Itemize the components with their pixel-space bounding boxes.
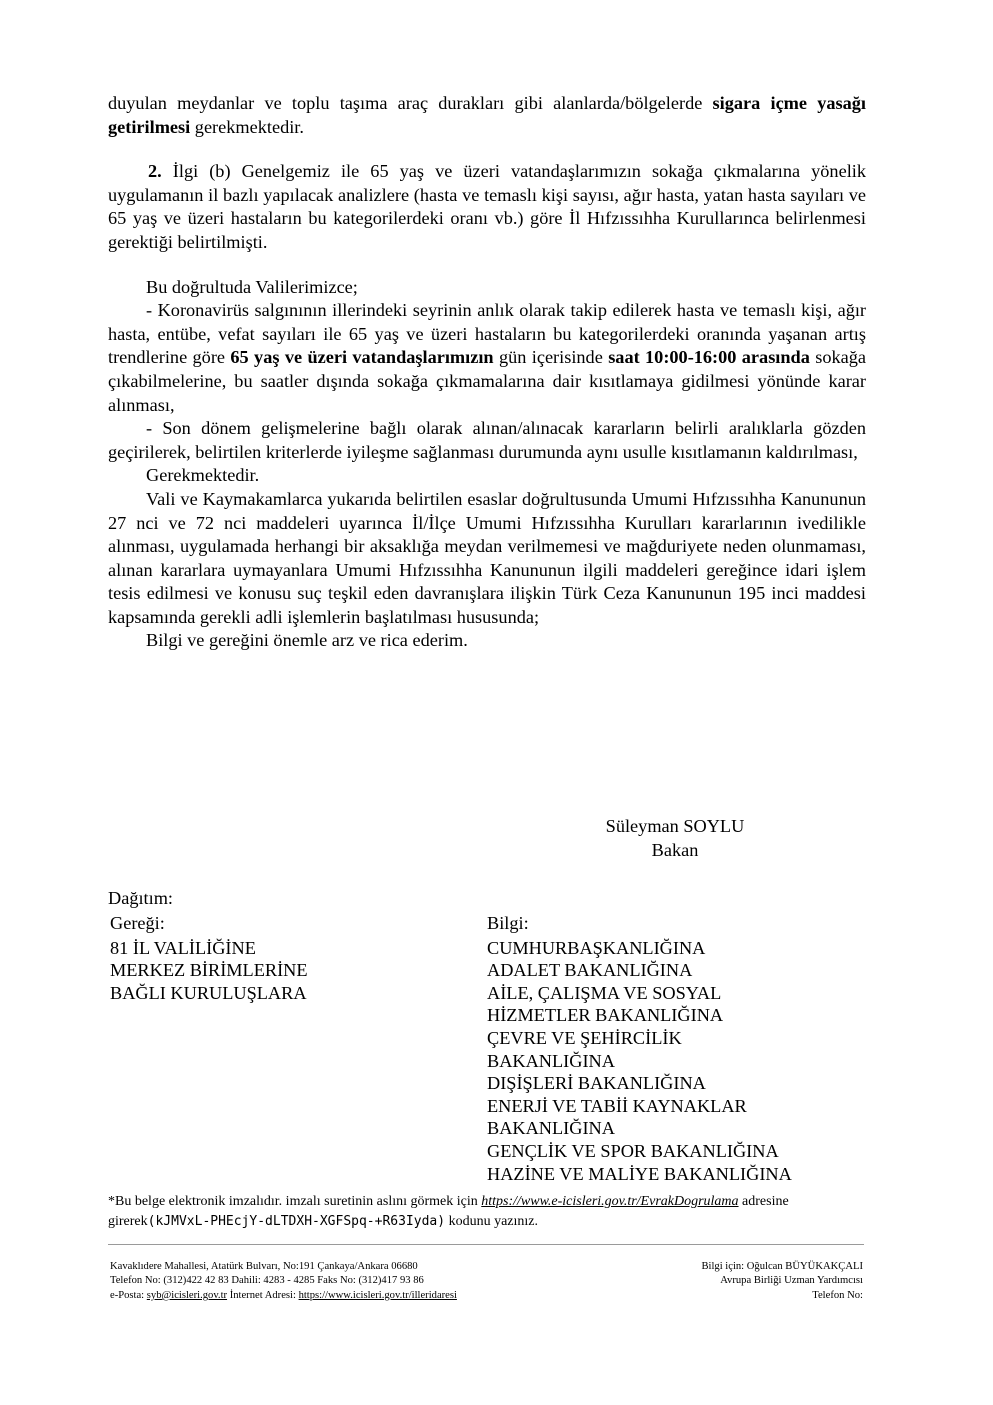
list-item: HAZİNE VE MALİYE BAKANLIĞINA (487, 1163, 792, 1184)
paragraph-closing: Bilgi ve gereğini önemle arz ve rica ederim. (146, 630, 468, 651)
contact-role: Avrupa Birliği Uzman Yardımcısı (720, 1275, 863, 1287)
letter-body (108, 92, 866, 653)
list-item: ADALET BAKANLIĞINA (487, 960, 693, 981)
distribution-gerekli (110, 912, 308, 1004)
bold-smoking-ban: sigara içme yasağı getirilmesi (108, 93, 866, 137)
distribution-bilgi (487, 912, 792, 1185)
verification-code: (kJMVxL-PHEcjY-dLTDXH-XGFSpq-+R63Iyda) (147, 1214, 446, 1229)
list-item: GENÇLİK VE SPOR BAKANLIĞINA (487, 1140, 779, 1161)
footer-address-block (110, 1260, 457, 1303)
list-item: ÇEVRE VE ŞEHİRCİLİK (487, 1027, 682, 1048)
bold-age-group: 65 yaş ve üzeri vatandaşlarımızın (230, 347, 494, 368)
contact-name: Bilgi için: Oğulcan BÜYÜKAKÇALI (701, 1261, 863, 1272)
footer-address: Kavaklıdere Mahallesi, Atatürk Bulvarı, No:191 Çankaya/Ankara 06680 (110, 1261, 418, 1272)
list-item: BAĞLI KURULUŞLARA (110, 982, 307, 1003)
email-link[interactable]: syb@icisleri.gov.tr (146, 1289, 228, 1301)
bilgi-label: Bilgi: (487, 913, 529, 933)
list-item: MERKEZ BİRİMLERİNE (110, 960, 308, 981)
list-item: AİLE, ÇALIŞMA VE SOSYAL (487, 982, 722, 1003)
verification-link[interactable]: https://www.e-icisleri.gov.tr/EvrakDogrulama (481, 1194, 739, 1209)
gerekli-label: Gereği: (110, 913, 165, 933)
list-item: DIŞİŞLERİ BAKANLIĞINA (487, 1073, 706, 1094)
e-signature-note: *Bu belge elektronik imzalıdır. imzalı suretinin aslını görmek için https://www.e-icisleri.gov.tr/EvrakDogrulama adresine girerek(kJMVxL-PHEcjY-dLTDXH-XGFSpq-+R63Iyda) kodunu yazınız. (108, 1194, 789, 1229)
paragraph-bullet-2: - Son dönem gelişmelerine bağlı olarak alınan/alınacak kararların belirli aralıklarla gözden geçirilerek, belirtilen kriterlerde iyileşme sağlanması durumunda aynı usulle kısıtlamanın kaldırılması, (108, 418, 866, 462)
list-item: HİZMETLER BAKANLIĞINA (487, 1005, 724, 1026)
bilgi-list (487, 937, 792, 1186)
bold-hours: saat 10:00-16:00 arasında (608, 347, 810, 368)
footer-contacts: e-Posta: syb@icisleri.gov.tr İnternet Adresi: https://www.icisleri.gov.tr/illeridaresi (110, 1289, 457, 1301)
list-item: BAKANLIĞINA (487, 1118, 615, 1139)
signature-block (560, 814, 790, 862)
distribution-title: Dağıtım: (108, 888, 173, 908)
footer-phones: Telefon No: (312)422 42 83 Dahili: 4283 - 4285 Faks No: (312)417 93 86 (110, 1275, 424, 1287)
list-item: ENERJİ VE TABİİ KAYNAKLAR (487, 1095, 747, 1116)
paragraph-smoking-ban: duyulan meydanlar ve toplu taşıma araç durakları gibi alanlarda/bölgelerde sigara içme yasağı getirilmesi gerekmektedir. (108, 93, 866, 137)
list-item: BAKANLIĞINA (487, 1050, 615, 1071)
paragraph-item-2: 2. İlgi (b) Genelgemiz ile 65 yaş ve üzeri vatandaşlarımızın sokağa çıkmalarına yönelik uygulamanın il bazlı yapılacak analizlere (hasta ve temaslı kişi sayısı, ağır hasta, yatan hasta sayıları ve 65 yaş ve üzeri hastaların bu kategorilerdeki oranı vb.) göre İl Hıfzıssıhha Kurullarınca belirlenmesi gerektiği belirtilmişti. (108, 161, 866, 252)
contact-phone: Telefon No: (812, 1289, 863, 1301)
signer-name: Süleyman SOYLU (605, 816, 745, 836)
paragraph-governors: Bu doğrultuda Valilerimizce; (146, 276, 358, 297)
website-link[interactable]: https://www.icisleri.gov.tr/illeridaresi (298, 1289, 457, 1301)
signer-title: Bakan (651, 840, 699, 860)
footer-contact-person (701, 1260, 863, 1303)
footer-divider (108, 1244, 864, 1245)
list-item: CUMHURBAŞKANLIĞINA (487, 937, 706, 958)
paragraph-bullet-1: - Koronavirüs salgınının illerindeki seyrinin anlık olarak takip edilerek hasta ve temaslı kişi, ağır hasta, entübe, vefat sayıları ile 65 yaş ve üzeri hastaların bu kategorilerdeki oranında yaşanan artış trendlerine göre 65 yaş ve üzeri vatandaşlarımızın gün içerisinde saat 10:00-16:00 arasında sokağa çıkabilmelerine, bu saatler dışında sokağa çıkmamalarına dair kısıtlamaya gidilmesi yönünde karar alınması, (108, 300, 867, 415)
item-number: 2. (148, 161, 162, 182)
paragraph-instructions: Vali ve Kaymakamlarca yukarıda belirtilen esaslar doğrultusunda Umumi Hıfzıssıhha Kanununun 27 nci ve 72 nci maddeleri uyarınca İl/İlçe Umumi Hıfzıssıhha Kurulları kararlarının ivedilikle alınması, uygulamada herhangi bir aksaklığa meydan verilmemesi ve mağduriyete neden olunmaması, alınan kararlara uymayanlara Umumi Hıfzıssıhha Kanununun ilgili maddeleri gereğince idari işlem tesis edilmesi ve konusu suç teşkil eden davranışlara ilişkin Türk Ceza Kanununun 195 inci maddesi kapsamında gerekli adli işlemlerin başlatılması hususunda; (108, 488, 866, 627)
list-item: 81 İL VALİLİĞİNE (110, 937, 256, 958)
gerekli-list (110, 937, 308, 1005)
paragraph-required: Gerekmektedir. (146, 465, 260, 486)
